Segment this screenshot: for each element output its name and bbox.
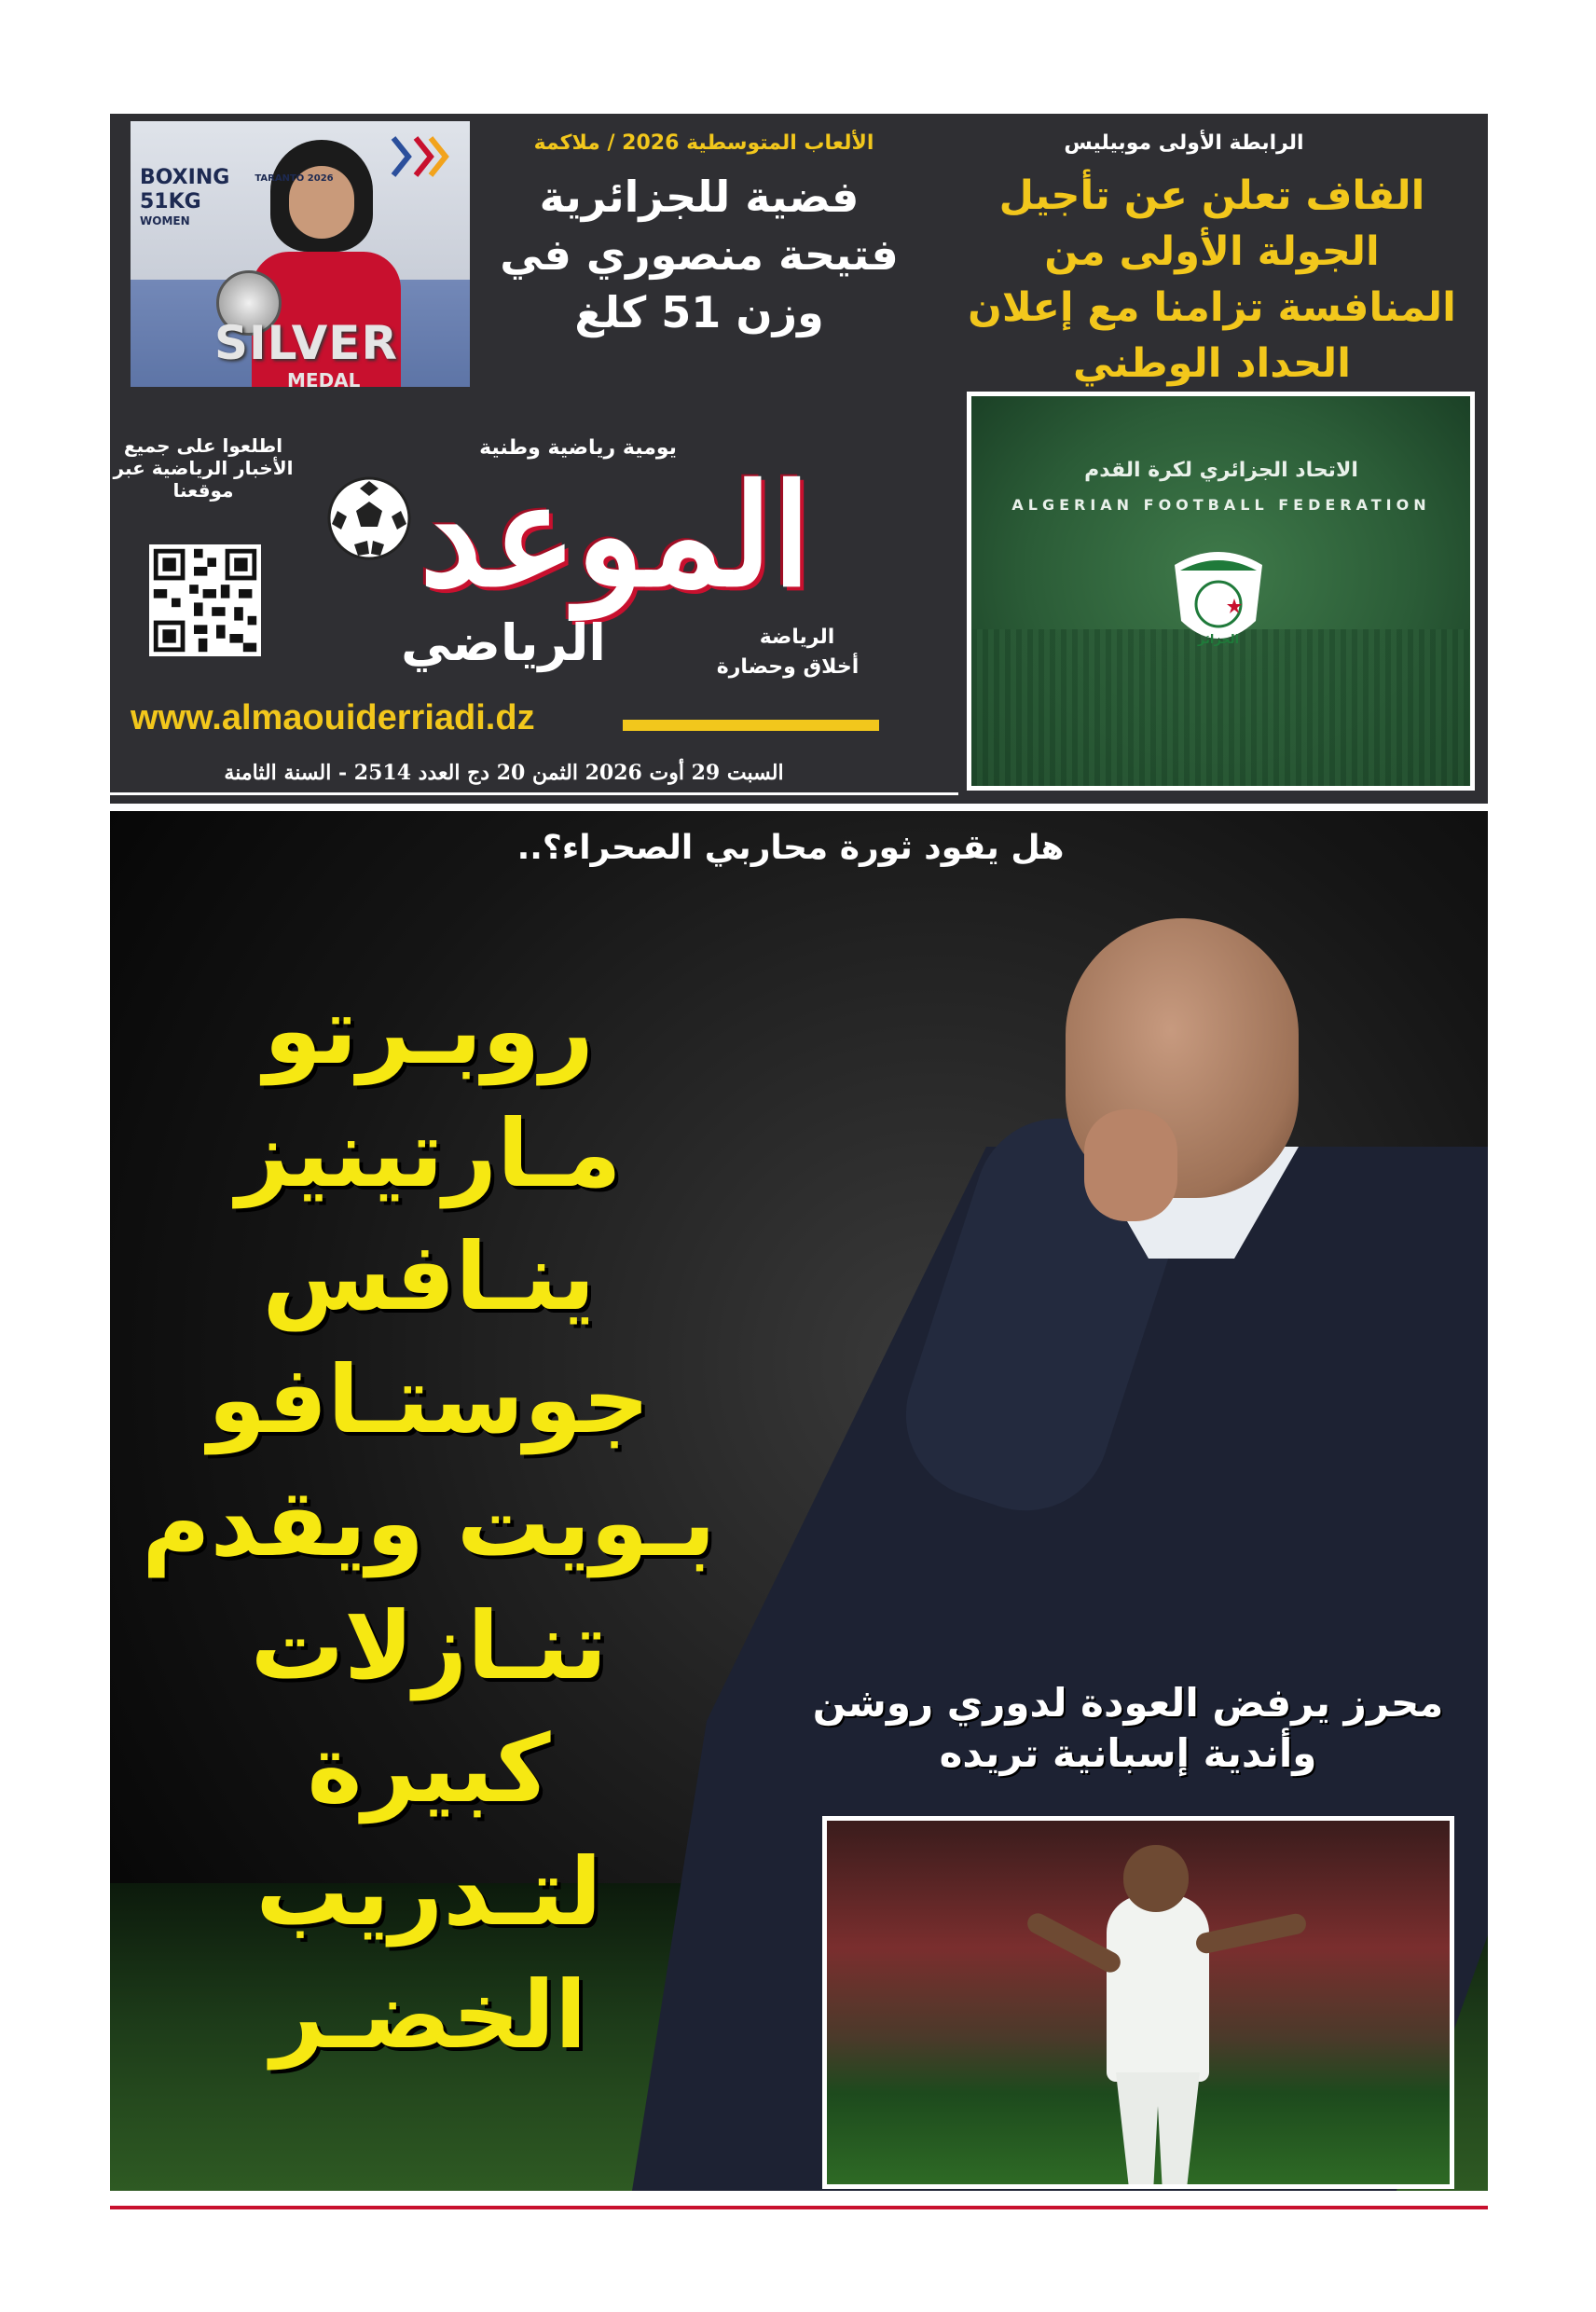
lead-headline[interactable] [121, 970, 736, 2077]
lead-headline-line: الخضـر [270, 1961, 587, 2070]
faf-english-name: ALGERIAN FOOTBALL FEDERATION [1011, 496, 1431, 514]
league-headline[interactable]: الفاف تعلن عن تأجيل الجولة الأولى من المنافسة تزامنا مع إعلان الحداد الوطني [968, 172, 1456, 387]
event-label: TARANTO 2026 [255, 173, 334, 184]
lead-headline-line: روبـرتو [264, 976, 594, 1085]
silver-text: SILVER [214, 316, 398, 370]
football-icon [326, 475, 412, 561]
med-games-headline[interactable]: فضية للجزائرية فتيحة منصوري في وزن 51 كلغ [500, 172, 899, 337]
med-games-kicker: الألعاب المتوسطية 2026 / ملاكمة [533, 131, 874, 155]
taranto-logo-icon [390, 134, 449, 181]
lead-kicker: هل يقود ثورة محاربي الصحراء؟.. [516, 829, 1065, 867]
bottom-rule [110, 2206, 1488, 2209]
motto-line-2: أخلاق وحضارة [716, 655, 860, 679]
league-kicker: الرابطة الأولى موبيليس [1064, 131, 1304, 155]
mahrez-photo [822, 1816, 1454, 2189]
logo-subtitle: الرياضي [401, 613, 606, 672]
masthead-rule [110, 792, 958, 795]
medal-text: MEDAL [287, 369, 361, 392]
svg-text:الجزائر: الجزائر [1197, 633, 1240, 647]
qr-caption: اطلعوا على جميع الأخبار الرياضية عبر موقعنا [113, 434, 294, 502]
issue-info: السبت 29 أوت 2026 الثمن 20 دج العدد 2514 - السنة الثامنة [224, 761, 784, 785]
lead-headline-line: مـارتينيز [236, 1099, 622, 1208]
lead-headline-line: ينـافس [262, 1222, 596, 1331]
lead-headline-line: لتـدريب [255, 1837, 602, 1947]
lead-headline-line: تنـازلات كبيرة [250, 1591, 608, 1823]
lead-headline-line: بـويت ويقدم [142, 1468, 716, 1577]
website-link[interactable]: www.almaouiderriadi.dz [131, 698, 535, 737]
motto-line-1: الرياضة [759, 626, 835, 649]
tagline: يومية رياضية وطنية [479, 436, 677, 460]
lead-headline-line: جوستـافو [208, 1345, 650, 1454]
website-underline-bar [623, 720, 879, 731]
logo-title[interactable]: الموعد [420, 454, 811, 618]
faf-arabic-name: الاتحاد الجزائري لكرة القدم [1084, 459, 1358, 482]
faf-badge-icon [1167, 546, 1270, 658]
mahrez-headline[interactable]: محرز يرفض العودة لدوري روشن وأندية إسبانية تريده [812, 1680, 1444, 1776]
qr-code-icon[interactable] [149, 544, 261, 656]
boxing-label: BOXING 51KG WOMEN [140, 166, 230, 227]
